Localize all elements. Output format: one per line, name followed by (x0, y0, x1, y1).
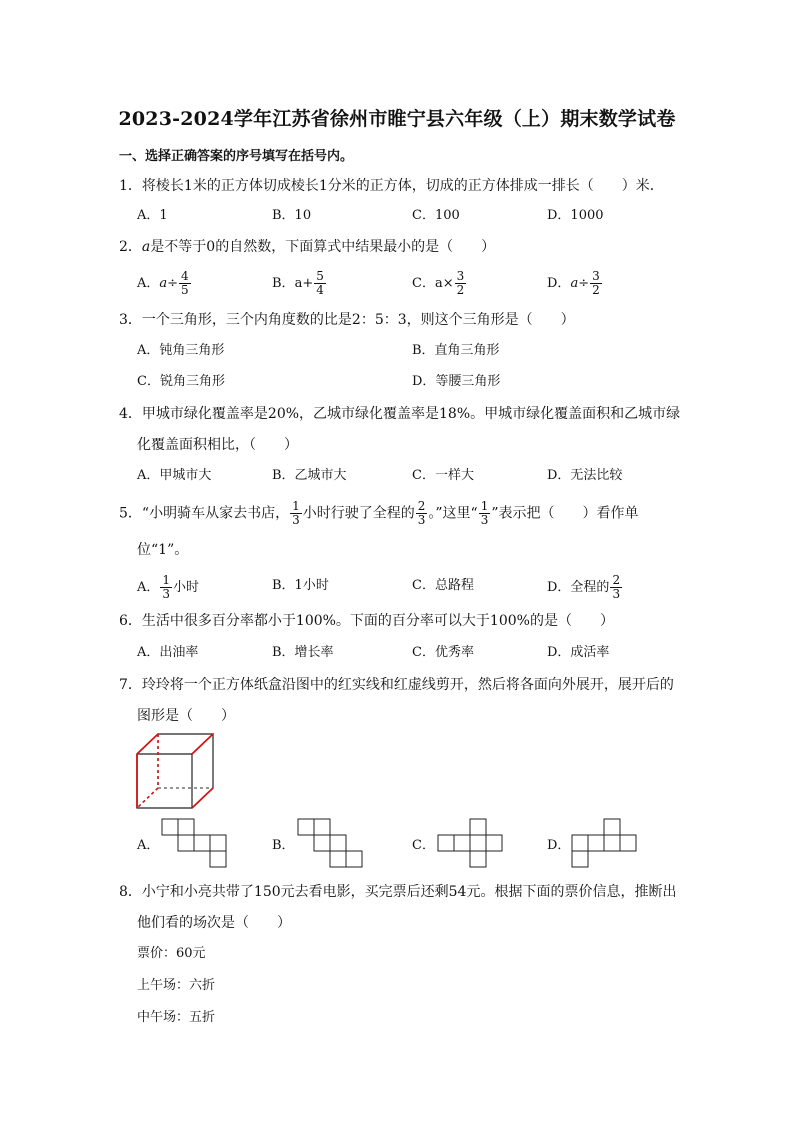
numerator: 1 (480, 499, 489, 513)
fraction (610, 574, 622, 601)
q5-option-b: B．1小时 (272, 578, 329, 593)
fraction (455, 270, 467, 297)
q7-option-c: C． (412, 838, 435, 853)
q1-option-a: A．1 (137, 208, 168, 223)
option-label: A． (137, 580, 160, 595)
q7-net-d (571, 818, 639, 870)
q5-option-c: C．总路程 (412, 578, 474, 593)
q4-option-c: C．一样大 (412, 468, 474, 483)
red-dashed-cut-line (137, 788, 158, 808)
red-solid-cut-line (137, 734, 158, 754)
q2-stem-text: 是不等于0的自然数，下面算式中结果最小的是（ ） (150, 239, 496, 255)
option-text: 小时 (173, 580, 200, 595)
numerator: 5 (316, 269, 324, 283)
morning-discount: 上午场：六折 (137, 978, 216, 993)
option-label: C． (412, 276, 435, 291)
page-title: 2023-2024学年江苏省徐州市睢宁县六年级（上）期末数学试卷 (118, 108, 676, 130)
question-1-stem: 1．将棱长1米的正方体切成棱长1分米的正方体，切成的正方体排成一排长（ ）米． (119, 178, 664, 194)
question-7-stem-line2: 图形是（ ） (137, 708, 235, 724)
option-label: D．全程的 (547, 580, 610, 595)
option-expression: a+ (294, 276, 314, 291)
q2-option-a (137, 270, 192, 297)
q7-net-a (161, 818, 229, 870)
q2-option-b (272, 270, 327, 297)
denominator: 3 (162, 587, 171, 601)
fraction (314, 270, 326, 297)
q6-option-a: A．出油率 (137, 645, 199, 660)
fraction (160, 574, 172, 601)
numerator: 2 (612, 573, 621, 587)
q2-variable: a (141, 239, 151, 255)
option-expression: a÷ (159, 276, 179, 291)
denominator: 4 (316, 283, 324, 297)
cube-diagram (134, 732, 216, 810)
q2-option-d (547, 270, 603, 297)
q5-option-d (547, 574, 623, 601)
fraction (590, 270, 602, 297)
question-2-stem (119, 237, 495, 257)
q5-option-a (137, 574, 199, 601)
option-expression: a÷ (570, 276, 590, 291)
q6-option-c: C．优秀率 (412, 645, 474, 660)
denominator: 5 (181, 283, 189, 297)
denominator: 3 (612, 587, 621, 601)
question-8-stem-line2: 他们看的场次是（ ） (137, 915, 291, 931)
fraction (179, 270, 191, 297)
red-solid-cut-line (192, 788, 213, 808)
numerator: 3 (456, 269, 465, 283)
question-3-stem: 3．一个三角形，三个内角度数的比是2：5：3，则这个三角形是（ ） (119, 312, 575, 328)
cube-front-face (137, 754, 192, 808)
q3-option-c: C．锐角三角形 (137, 374, 225, 389)
q1-option-b: B．10 (272, 208, 312, 223)
q7-option-a: A． (137, 838, 160, 853)
option-label: A． (137, 276, 160, 291)
q3-option-a: A．钝角三角形 (137, 343, 225, 358)
numerator: 3 (592, 269, 600, 283)
q7-option-b: B． (272, 838, 295, 853)
q6-option-d: D．成活率 (547, 645, 610, 660)
ticket-price: 票价：60元 (137, 946, 206, 961)
q5-text-part: ”表示把（ ）看作单 (491, 505, 639, 522)
q6-option-b: B．增长率 (272, 645, 334, 660)
question-6-stem: 6．生活中很多百分率都小于100%。下面的百分率可以大于100%的是（ ） (119, 613, 614, 629)
fraction (479, 500, 491, 527)
question-7-stem-line1: 7．玲玲将一个正方体纸盒沿图中的红实线和红虚线剪开，然后将各面向外展开，展开后的 (119, 677, 674, 693)
option-expression: a× (434, 276, 454, 291)
q7-option-d: D． (547, 838, 571, 853)
q2-option-c (412, 270, 467, 297)
fraction (290, 500, 302, 527)
q7-net-b (297, 818, 365, 870)
q5-text-part: 。”这里“ (428, 505, 478, 522)
q4-option-b: B．乙城市大 (272, 468, 347, 483)
q1-option-c: C．100 (412, 208, 460, 223)
q5-text-part: 小时行驶了全程的 (302, 505, 415, 522)
q3-option-d: D．等腰三角形 (412, 374, 501, 389)
noon-discount: 中午场：五折 (137, 1010, 216, 1025)
denominator: 3 (480, 513, 489, 527)
question-5-stem-line1 (119, 500, 639, 527)
denominator: 2 (592, 283, 600, 297)
q2-number: 2． (119, 239, 142, 255)
fraction (416, 500, 428, 527)
denominator: 3 (292, 513, 300, 527)
q3-option-b: B．直角三角形 (412, 343, 500, 358)
numerator: 1 (292, 499, 300, 513)
numerator: 4 (181, 269, 189, 283)
numerator: 1 (162, 573, 171, 587)
q4-option-a: A．甲城市大 (137, 468, 212, 483)
option-label: B． (272, 276, 295, 291)
question-4-stem-line2: 化覆盖面积相比，（ ） (137, 437, 298, 453)
red-solid-cut-line (192, 734, 213, 754)
q4-option-d: D．无法比较 (547, 468, 623, 483)
denominator: 2 (456, 283, 465, 297)
option-label: D． (547, 276, 571, 291)
section-heading: 一、选择正确答案的序号填写在括号内。 (119, 149, 354, 164)
q7-net-c (437, 818, 521, 870)
denominator: 3 (417, 513, 426, 527)
numerator: 2 (417, 499, 426, 513)
question-8-stem-line1: 8．小宁和小亮共带了150元去看电影，买完票后还剩54元。根据下面的票价信息，推断出 (119, 884, 677, 900)
question-4-stem-line1: 4．甲城市绿化覆盖率是20%，乙城市绿化覆盖率是18%。甲城市绿化覆盖面积和乙城市绿 (119, 406, 681, 422)
question-5-stem-line2: 位“1”。 (137, 542, 189, 558)
q1-option-d: D．1000 (547, 208, 604, 223)
q5-text-part: 5．“小明骑车从家去书店， (119, 505, 290, 522)
